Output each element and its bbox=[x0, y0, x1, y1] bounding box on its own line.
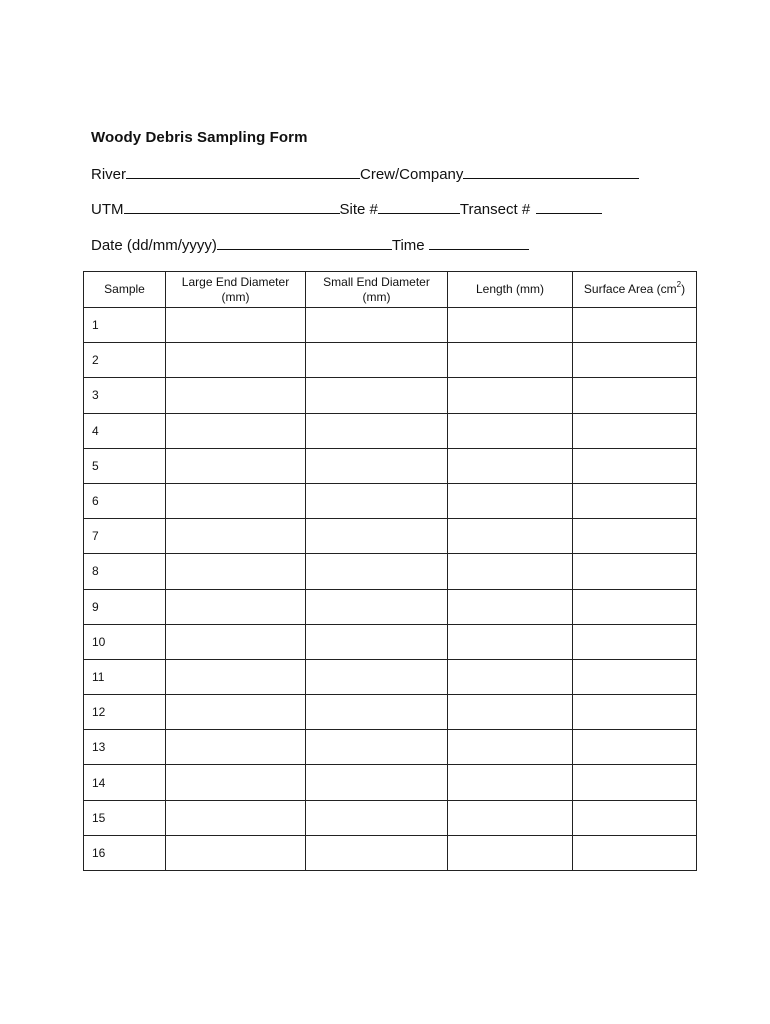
date-blank[interactable] bbox=[217, 236, 392, 250]
transect-label: Transect # bbox=[459, 201, 531, 218]
small-end-diameter-cell[interactable] bbox=[306, 835, 448, 870]
surface-area-cell[interactable] bbox=[573, 730, 697, 765]
table-row bbox=[84, 624, 697, 659]
small-end-diameter-cell[interactable] bbox=[306, 730, 448, 765]
large-end-diameter-cell[interactable] bbox=[166, 554, 306, 589]
surface-area-cell[interactable] bbox=[573, 589, 697, 624]
table-row bbox=[84, 730, 697, 765]
crew-blank[interactable] bbox=[463, 165, 639, 179]
sample-number-cell: 5 bbox=[84, 448, 166, 483]
sample-number-cell: 16 bbox=[84, 835, 166, 870]
sample-number-cell: 1 bbox=[84, 308, 166, 343]
surface-area-cell[interactable] bbox=[573, 378, 697, 413]
table-row bbox=[84, 519, 697, 554]
small-end-diameter-cell[interactable] bbox=[306, 519, 448, 554]
surface-area-cell[interactable] bbox=[573, 765, 697, 800]
table-row bbox=[84, 413, 697, 448]
large-end-diameter-cell[interactable] bbox=[166, 343, 306, 378]
length-cell[interactable] bbox=[448, 659, 573, 694]
river-label: River bbox=[91, 166, 127, 183]
sample-number-cell: 15 bbox=[84, 800, 166, 835]
length-cell[interactable] bbox=[448, 343, 573, 378]
length-cell[interactable] bbox=[448, 483, 573, 518]
surface-area-cell[interactable] bbox=[573, 448, 697, 483]
small-end-diameter-cell[interactable] bbox=[306, 695, 448, 730]
sample-number-cell: 12 bbox=[84, 695, 166, 730]
table-row bbox=[84, 308, 697, 343]
large-end-diameter-cell[interactable] bbox=[166, 659, 306, 694]
site-blank[interactable] bbox=[378, 200, 460, 214]
date-time-line bbox=[91, 236, 529, 254]
river-crew-line bbox=[91, 165, 639, 183]
large-end-diameter-cell[interactable] bbox=[166, 308, 306, 343]
surface-area-cell[interactable] bbox=[573, 483, 697, 518]
table-row bbox=[84, 343, 697, 378]
table-row bbox=[84, 765, 697, 800]
table-row bbox=[84, 554, 697, 589]
sample-number-cell: 10 bbox=[84, 624, 166, 659]
surface-area-cell[interactable] bbox=[573, 554, 697, 589]
time-label: Time bbox=[391, 237, 425, 254]
surface-area-cell[interactable] bbox=[573, 835, 697, 870]
table-row bbox=[84, 695, 697, 730]
table-row bbox=[84, 378, 697, 413]
small-end-diameter-cell[interactable] bbox=[306, 554, 448, 589]
length-cell[interactable] bbox=[448, 835, 573, 870]
large-end-diameter-cell[interactable] bbox=[166, 835, 306, 870]
sample-number-cell: 4 bbox=[84, 413, 166, 448]
sample-number-cell: 7 bbox=[84, 519, 166, 554]
small-end-diameter-cell[interactable] bbox=[306, 378, 448, 413]
surface-area-cell[interactable] bbox=[573, 343, 697, 378]
large-end-diameter-cell[interactable] bbox=[166, 519, 306, 554]
surface-area-cell[interactable] bbox=[573, 800, 697, 835]
length-cell[interactable] bbox=[448, 554, 573, 589]
surface-area-cell[interactable] bbox=[573, 624, 697, 659]
large-end-diameter-cell[interactable] bbox=[166, 378, 306, 413]
utm-site-transect-line bbox=[91, 200, 602, 218]
river-blank[interactable] bbox=[126, 165, 360, 179]
header-sample: Sample bbox=[84, 272, 166, 308]
surface-area-cell[interactable] bbox=[573, 519, 697, 554]
header-length: Length (mm) bbox=[448, 272, 573, 308]
small-end-diameter-cell[interactable] bbox=[306, 308, 448, 343]
table-row bbox=[84, 589, 697, 624]
sampling-table bbox=[83, 271, 697, 871]
surface-area-cell[interactable] bbox=[573, 695, 697, 730]
sample-number-cell: 11 bbox=[84, 659, 166, 694]
table-body bbox=[84, 308, 697, 871]
large-end-diameter-cell[interactable] bbox=[166, 730, 306, 765]
length-cell[interactable] bbox=[448, 589, 573, 624]
small-end-diameter-cell[interactable] bbox=[306, 483, 448, 518]
length-cell[interactable] bbox=[448, 448, 573, 483]
large-end-diameter-cell[interactable] bbox=[166, 413, 306, 448]
sample-number-cell: 6 bbox=[84, 483, 166, 518]
table-row bbox=[84, 835, 697, 870]
large-end-diameter-cell[interactable] bbox=[166, 624, 306, 659]
table-row bbox=[84, 483, 697, 518]
small-end-diameter-cell[interactable] bbox=[306, 624, 448, 659]
small-end-diameter-cell[interactable] bbox=[306, 659, 448, 694]
surface-area-cell[interactable] bbox=[573, 659, 697, 694]
large-end-diameter-cell[interactable] bbox=[166, 765, 306, 800]
small-end-diameter-cell[interactable] bbox=[306, 800, 448, 835]
small-end-diameter-cell[interactable] bbox=[306, 589, 448, 624]
table-row bbox=[84, 659, 697, 694]
utm-label: UTM bbox=[91, 201, 124, 218]
time-blank[interactable] bbox=[429, 236, 529, 250]
table-row bbox=[84, 800, 697, 835]
form-title: Woody Debris Sampling Form bbox=[91, 129, 308, 146]
sample-number-cell: 3 bbox=[84, 378, 166, 413]
date-label: Date (dd/mm/yyyy) bbox=[91, 237, 217, 254]
sample-number-cell: 2 bbox=[84, 343, 166, 378]
large-end-diameter-cell[interactable] bbox=[166, 695, 306, 730]
crew-label: Crew/Company bbox=[360, 166, 464, 183]
length-cell[interactable] bbox=[448, 730, 573, 765]
site-label: Site # bbox=[339, 201, 378, 218]
small-end-diameter-cell[interactable] bbox=[306, 343, 448, 378]
length-cell[interactable] bbox=[448, 695, 573, 730]
surface-area-cell[interactable] bbox=[573, 413, 697, 448]
small-end-diameter-cell[interactable] bbox=[306, 765, 448, 800]
length-cell[interactable] bbox=[448, 519, 573, 554]
table-row bbox=[84, 448, 697, 483]
sample-number-cell: 9 bbox=[84, 589, 166, 624]
table-header-row bbox=[84, 272, 697, 308]
header-small-end-diameter: Small End Diameter (mm) bbox=[306, 272, 448, 308]
sample-number-cell: 14 bbox=[84, 765, 166, 800]
surface-area-cell[interactable] bbox=[573, 308, 697, 343]
large-end-diameter-cell[interactable] bbox=[166, 589, 306, 624]
length-cell[interactable] bbox=[448, 378, 573, 413]
large-end-diameter-cell[interactable] bbox=[166, 483, 306, 518]
utm-blank[interactable] bbox=[124, 200, 340, 214]
header-large-end-diameter: Large End Diameter (mm) bbox=[166, 272, 306, 308]
small-end-diameter-cell[interactable] bbox=[306, 413, 448, 448]
length-cell[interactable] bbox=[448, 624, 573, 659]
large-end-diameter-cell[interactable] bbox=[166, 800, 306, 835]
transect-blank[interactable] bbox=[536, 200, 602, 214]
length-cell[interactable] bbox=[448, 413, 573, 448]
length-cell[interactable] bbox=[448, 308, 573, 343]
large-end-diameter-cell[interactable] bbox=[166, 448, 306, 483]
sample-number-cell: 8 bbox=[84, 554, 166, 589]
small-end-diameter-cell[interactable] bbox=[306, 448, 448, 483]
header-surface-area: Surface Area $(cm^2)$ bbox=[573, 272, 697, 308]
length-cell[interactable] bbox=[448, 765, 573, 800]
sample-number-cell: 13 bbox=[84, 730, 166, 765]
length-cell[interactable] bbox=[448, 800, 573, 835]
